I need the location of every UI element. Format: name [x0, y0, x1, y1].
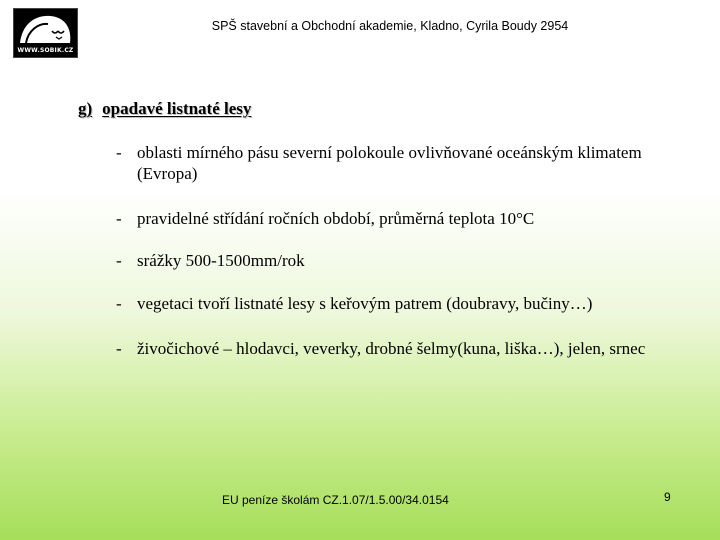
dash-bullet: -: [116, 143, 122, 162]
dash-bullet: -: [116, 294, 122, 313]
sobik-logo: [13, 8, 78, 58]
dash-bullet: -: [116, 251, 122, 270]
list-item: [116, 293, 592, 314]
list-item-text: pravidelné střídání ročních období, průměrná teplota 10°C: [137, 209, 535, 228]
logo-text: WWW.SOBIK.CZ: [17, 47, 74, 54]
list-item: [116, 338, 645, 359]
footer-text: EU peníze školám CZ.1.07/1.5.00/34.0154: [222, 493, 449, 507]
list-item-text: oblasti mírného pásu severní polokoule ovlivňované oceánským klimatem (Evropa): [137, 143, 642, 183]
section-heading: [78, 99, 251, 119]
list-item-text: srážky 500-1500mm/rok: [137, 251, 305, 270]
dash-bullet: -: [116, 209, 122, 228]
list-item: [116, 250, 305, 271]
list-item: [116, 208, 534, 229]
sobik-owl-icon: [14, 9, 77, 49]
section-title: opadavé listnaté lesy: [102, 99, 252, 118]
dash-bullet: -: [116, 339, 122, 358]
page-header: SPŠ stavební a Obchodní akademie, Kladno, Cyrila Boudy 2954: [211, 19, 569, 33]
list-item: [116, 142, 696, 184]
list-item-text: živočichové – hlodavci, veverky, drobné šelmy(kuna, liška…), jelen, srnec: [137, 339, 646, 358]
section-marker: g): [78, 99, 93, 118]
list-item-text: vegetaci tvoří listnaté lesy s keřovým patrem (doubravy, bučiny…): [137, 294, 593, 313]
page-number: 9: [664, 490, 671, 504]
